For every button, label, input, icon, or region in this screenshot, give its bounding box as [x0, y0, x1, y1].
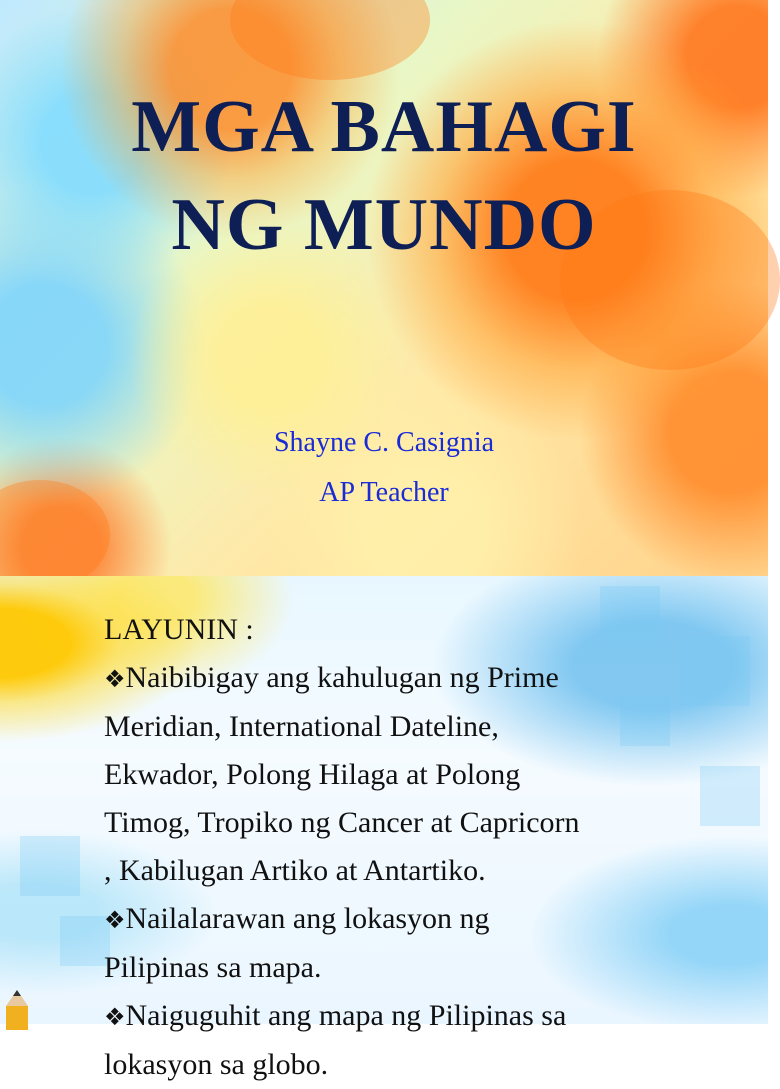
objective-text-line: , Kabilugan Artiko at Antartiko.	[104, 854, 486, 887]
objectives-slide	[0, 576, 768, 1081]
author-role: AP Teacher	[319, 477, 449, 508]
author-name: Shayne C. Casignia	[273, 427, 495, 458]
objective-text-line: Timog, Tropiko ng Cancer at Capricorn	[104, 806, 580, 839]
bullet-icon: ❖	[104, 1003, 126, 1031]
slide-title-line: NG MUNDO	[171, 184, 597, 266]
objective-text: Naiguguhit ang mapa ng Pilipinas sa	[125, 999, 567, 1032]
decor-square	[60, 916, 110, 966]
decor-square	[20, 836, 80, 896]
objective-item	[104, 654, 724, 703]
objectives-body	[104, 606, 724, 1089]
objectives-heading: LAYUNIN :	[104, 613, 254, 646]
objective-text-line: lokasyon sa globo.	[104, 1048, 329, 1081]
slide-title-line: MGA BAHAGI	[131, 86, 637, 168]
bullet-icon: ❖	[104, 665, 126, 693]
pencil-icon	[4, 990, 30, 1030]
author-block	[0, 418, 768, 518]
objective-text-line: Ekwador, Polong Hilaga at Polong	[104, 758, 521, 791]
objective-item	[104, 992, 724, 1041]
objective-item	[104, 895, 724, 944]
bullet-icon: ❖	[104, 906, 126, 934]
objective-text-line: Meridian, International Dateline,	[104, 710, 499, 743]
slide-title	[0, 78, 768, 274]
flower-petal-decoration	[230, 0, 430, 80]
objective-text: Naibibigay ang kahulugan ng Prime	[125, 661, 559, 694]
objective-text-line: Pilipinas sa mapa.	[104, 951, 322, 984]
objective-text: Nailalarawan ang lokasyon ng	[125, 902, 490, 935]
